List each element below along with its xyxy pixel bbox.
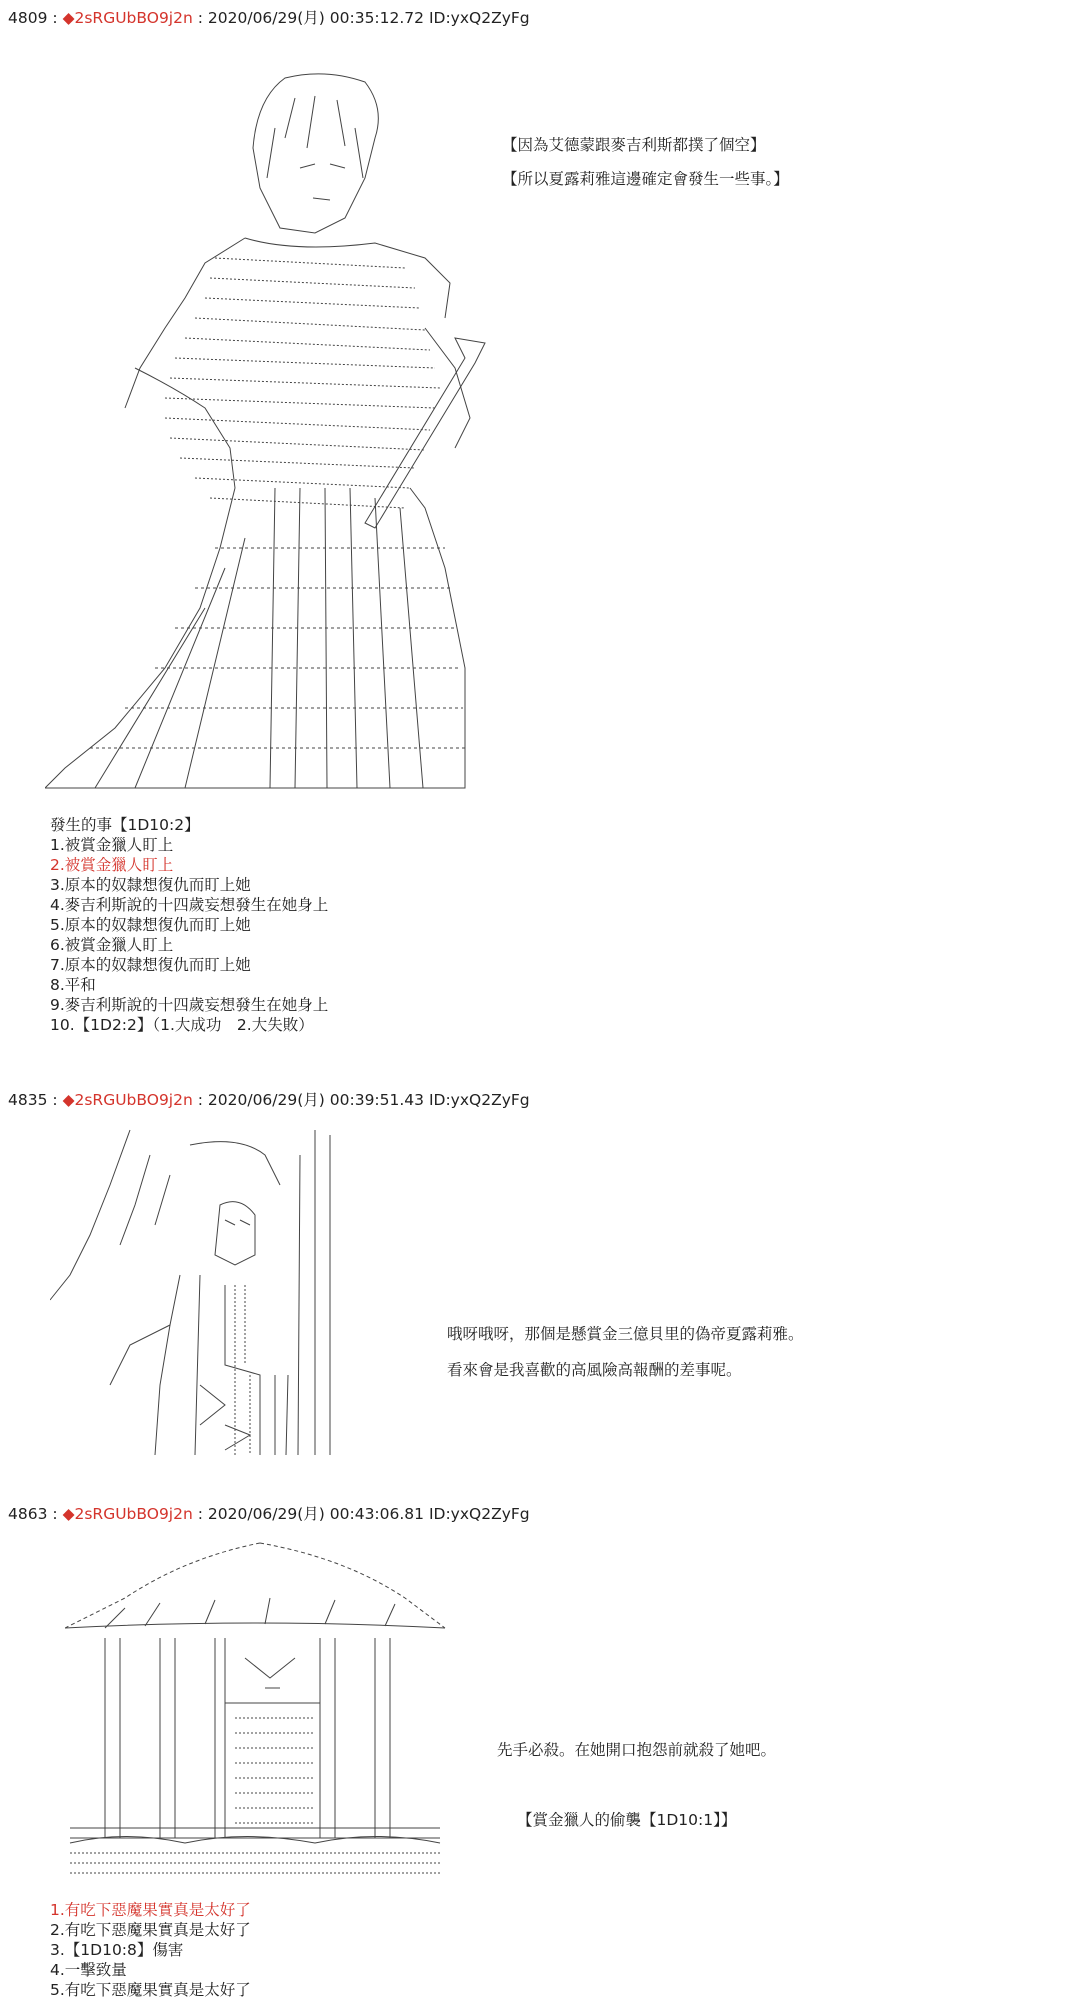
trip-code[interactable]: ◆2sRGUbBO9j2n	[62, 9, 193, 27]
list-item: 7.原本的奴隸想復仇而盯上她	[50, 956, 251, 974]
list-item: 3.原本的奴隸想復仇而盯上她	[50, 876, 251, 894]
post-separator: :	[52, 9, 58, 27]
post-separator: :	[52, 1505, 58, 1523]
dialogue-line: 哦呀哦呀，那個是懸賞金三億貝里的偽帝夏露莉雅。	[447, 1325, 804, 1343]
post-number: 4863	[8, 1505, 48, 1523]
narration-line: 先手必殺。在她開口抱怨前就殺了她吧。	[497, 1741, 777, 1759]
list-item: 2.有吃下惡魔果實真是太好了	[50, 1921, 251, 1939]
ascii-art-figure-hooded	[50, 1125, 360, 1470]
post-header	[8, 1502, 530, 1524]
list-item: 5.有吃下惡魔果實真是太好了	[50, 1981, 251, 1999]
dialogue-line: 看來會是我喜歡的高風險高報酬的差事呢。	[447, 1361, 742, 1379]
post-meta: : 2020/06/29(月) 00:35:12.72 ID:yxQ2ZyFg	[197, 9, 530, 27]
post-meta: : 2020/06/29(月) 00:39:51.43 ID:yxQ2ZyFg	[197, 1091, 530, 1109]
post-meta: : 2020/06/29(月) 00:43:06.81 ID:yxQ2ZyFg	[197, 1505, 530, 1523]
list-item-selected: 1.有吃下惡魔果實真是太好了	[50, 1901, 251, 1919]
outcome-list	[50, 1900, 251, 2000]
trip-code[interactable]: ◆2sRGUbBO9j2n	[62, 1091, 193, 1109]
ascii-art-gazebo	[65, 1538, 455, 1878]
narration-line: 【因為艾德蒙跟麥吉利斯都撲了個空】	[502, 136, 766, 154]
list-item: 1.被賞金獵人盯上	[50, 836, 174, 854]
post-number: 4835	[8, 1091, 48, 1109]
list-item: 4.麥吉利斯說的十四歲妄想發生在她身上	[50, 896, 329, 914]
list-item: 6.被賞金獵人盯上	[50, 936, 174, 954]
trip-code[interactable]: ◆2sRGUbBO9j2n	[62, 1505, 193, 1523]
list-item-selected: 2.被賞金獵人盯上	[50, 856, 174, 874]
list-item: 10.【1D2:2】（1.大成功 2.大失敗）	[50, 1016, 314, 1034]
event-list-title: 發生的事【1D10:2】	[50, 816, 200, 834]
list-item: 4.一擊致量	[50, 1961, 127, 1979]
list-item: 3.【1D10:8】傷害	[50, 1941, 184, 1959]
narration-line: 【所以夏露莉雅這邊確定會發生一些事。】	[502, 170, 789, 188]
post-number: 4809	[8, 9, 48, 27]
post-header	[8, 1088, 530, 1110]
list-item: 9.麥吉利斯說的十四歲妄想發生在她身上	[50, 996, 329, 1014]
list-item: 8.平和	[50, 976, 96, 994]
event-list	[50, 815, 328, 1035]
list-item: 5.原本的奴隸想復仇而盯上她	[50, 916, 251, 934]
post-separator: :	[52, 1091, 58, 1109]
ascii-art-figure-robed	[45, 68, 575, 798]
post-header	[8, 6, 530, 28]
dice-roll-label: 【賞金獵人的偷襲【1D10:1】】	[517, 1811, 737, 1829]
